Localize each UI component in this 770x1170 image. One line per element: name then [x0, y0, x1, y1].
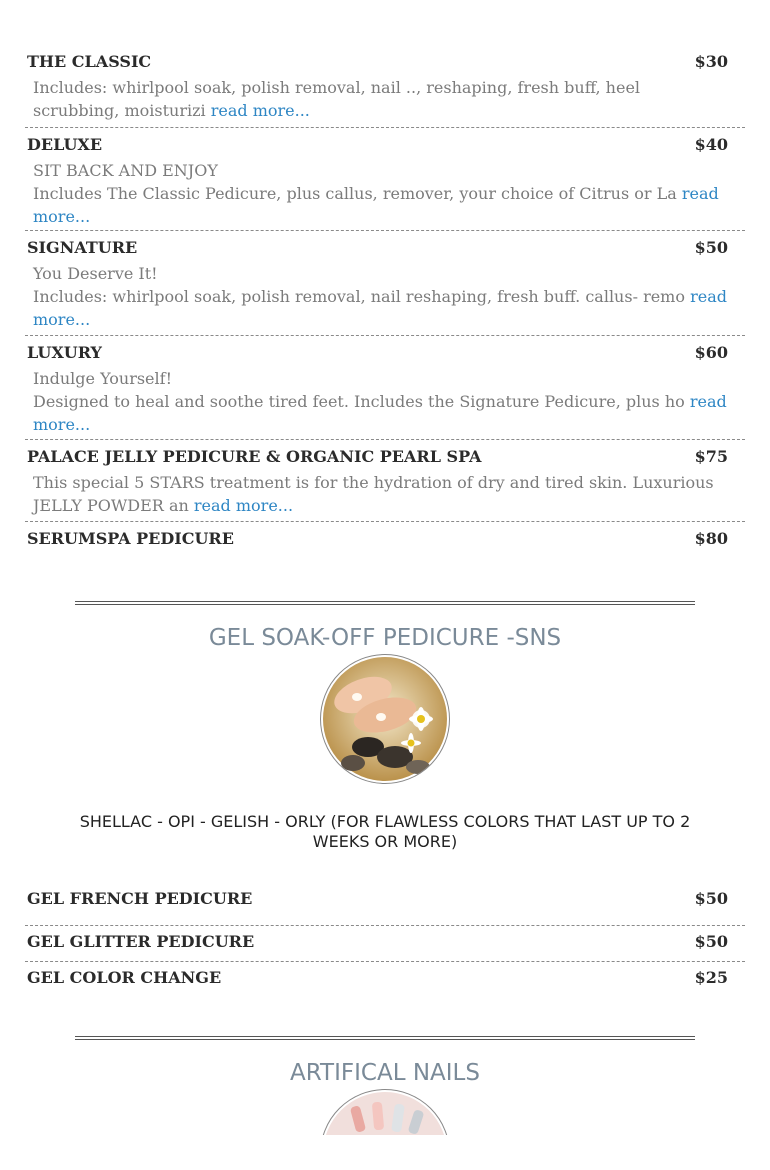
service-price: $25: [694, 968, 728, 987]
menu-item: [25, 889, 745, 925]
section-title: GEL SOAK-OFF PEDICURE -SNS: [208, 625, 562, 651]
service-price: $40: [694, 135, 728, 154]
pedicure-menu: [25, 52, 745, 557]
menu-item-header: [27, 447, 728, 470]
service-price: $50: [694, 932, 728, 951]
service-price: $80: [694, 529, 728, 548]
menu-item: [25, 439, 745, 521]
service-name: GEL GLITTER PEDICURE: [27, 932, 255, 951]
description-excerpt: Designed to heal and soothe tired feet. Includes the Signature Pedicure, plus ho: [33, 392, 685, 411]
read-more-link[interactable]: read more...: [210, 101, 310, 120]
service-description: [27, 390, 728, 436]
menu-item-header: [27, 343, 728, 366]
service-tagline: Indulge Yourself!: [33, 369, 172, 388]
menu-item-header: [27, 135, 728, 158]
service-description: [27, 76, 728, 122]
menu-item: [25, 52, 745, 127]
read-more-link[interactable]: read more...: [33, 392, 727, 434]
service-name: GEL COLOR CHANGE: [27, 968, 222, 987]
menu-item-header: [27, 529, 728, 552]
service-name: GEL FRENCH PEDICURE: [27, 889, 253, 908]
service-price: $60: [694, 343, 728, 362]
menu-item: [25, 127, 745, 230]
menu-item-header: [27, 932, 728, 955]
menu-item-header: [27, 889, 728, 912]
menu-item: [25, 335, 745, 439]
menu-item-header: [27, 52, 728, 75]
menu-item: [25, 925, 745, 961]
service-tagline: You Deserve It!: [33, 264, 158, 283]
menu-item: [25, 961, 745, 997]
service-name: DELUXE: [27, 135, 103, 154]
service-price: $50: [694, 238, 728, 257]
service-name: SERUMSPA PEDICURE: [27, 529, 234, 548]
section-divider: [75, 601, 695, 605]
section-image-wrap: [0, 654, 770, 784]
service-name: PALACE JELLY PEDICURE & ORGANIC PEARL SPA: [27, 447, 482, 466]
service-description: [27, 285, 728, 331]
service-description: [27, 182, 728, 228]
feet-with-flowers-illustration: [323, 657, 447, 781]
service-price: $30: [694, 52, 728, 71]
service-description: [27, 471, 728, 517]
feet-photo-icon: [320, 654, 450, 784]
menu-item-header: [27, 238, 728, 261]
description-excerpt: Includes: whirlpool soak, polish removal, nail .., reshaping, fresh buff, heel scrubbing, moisturizi: [33, 78, 641, 120]
description-excerpt: Includes The Classic Pedicure, plus callus, remover, your choice of Citrus or La: [33, 184, 677, 203]
read-more-link[interactable]: read more...: [193, 496, 294, 515]
gel-menu: [25, 889, 745, 997]
manicured-nails-illustration: [323, 1092, 447, 1135]
nails-photo-icon: [320, 1089, 450, 1135]
service-price: $75: [694, 447, 728, 466]
service-name: SIGNATURE: [27, 238, 138, 257]
service-price: $50: [694, 889, 728, 908]
service-name: LUXURY: [27, 343, 102, 362]
section-divider: [75, 1036, 695, 1040]
description-excerpt: Includes: whirlpool soak, polish removal, nail reshaping, fresh buff. callus- remo: [33, 287, 685, 306]
service-name: THE CLASSIC: [27, 52, 152, 71]
read-more-link[interactable]: read more...: [33, 287, 727, 329]
service-tagline: SIT BACK AND ENJOY: [33, 161, 218, 180]
section-title: ARTIFICAL NAILS: [290, 1060, 480, 1086]
section-image-wrap: [0, 1089, 770, 1135]
section-subtitle: SHELLAC - OPI - GELISH - ORLY (FOR FLAWLESS COLORS THAT LAST UP TO 2 WEEKS OR MORE): [79, 812, 691, 851]
description-excerpt: This special 5 STARS treatment is for the hydration of dry and tired skin. Luxurious JELLY POWDER an: [33, 473, 714, 515]
menu-item-header: [27, 968, 728, 991]
read-more-link[interactable]: read more...: [33, 184, 719, 226]
menu-item: [25, 521, 745, 557]
menu-item: [25, 230, 745, 335]
